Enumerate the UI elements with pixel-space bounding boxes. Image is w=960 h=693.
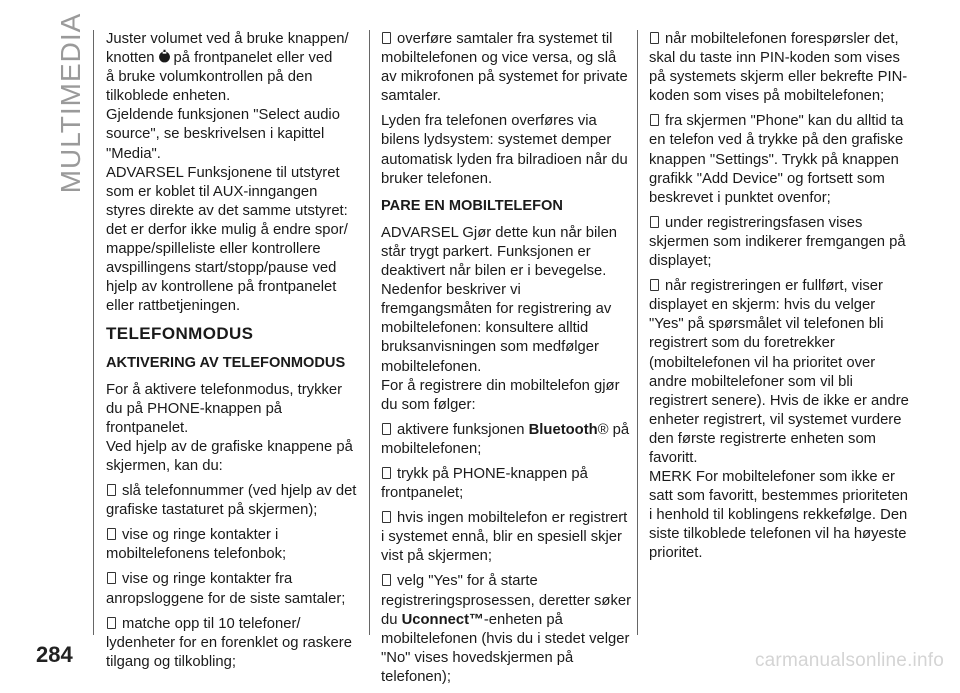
- list-item: matche opp til 10 telefoner/ lydenheter for en forenklet og raskere tilgang og tilkobling;: [106, 615, 352, 670]
- subheading-pare: PARE EN MOBILTELEFON: [381, 197, 563, 214]
- registration-intro-paragraph: Nedenfor beskriver vi fremgangsmåten for registrering av mobiltelefonen: konsultere alltid bruksanvisningen som medfølger mobiltelefonen.: [381, 282, 612, 375]
- bullet-icon: [382, 423, 391, 435]
- watermark: carmanualsonline.info: [754, 650, 944, 671]
- column-divider-left: [93, 30, 94, 635]
- bullet-icon: [650, 216, 659, 228]
- aux-warning-paragraph: ADVARSEL Funksjonene til utstyret som er koblet til AUX-inngangen styres direkte av det samme utstyret: det er derfor ikke mulig å endre spor/ mappe/spilleliste eller kontrollere avspillingens start/stopp/pause ved hjelp av kontrollene på frontpanelet eller rattbetjeningen.: [106, 164, 348, 315]
- list-item: under registreringsfasen vises skjermen som indikerer fremgangen på displayet;: [649, 214, 906, 270]
- power-knob-icon: [157, 49, 172, 64]
- text-column-1: [106, 30, 358, 678]
- list-item: hvis ingen mobiltelefon er registrert i systemet ennå, blir en spesiell skjer vist på skjermen;: [381, 510, 628, 565]
- list-item: når registreringen er fullført, viser displayet en skjerm: hvis du velger "Yes" på spørsmålet vil telefonen bli registrert som du foretrekker (mobiltelefonen vil ha prioritet over andre mobiltelefoner som vil bli registrert senere). Hvis de ikke er andre enheter registrert, vil systemet vurdere den første registrerte enheten som favoritt.: [649, 278, 909, 466]
- bullet-icon: [650, 114, 659, 126]
- list-item: vise og ringe kontakter i mobiltelefonens telefonbok;: [106, 527, 287, 563]
- graphic-buttons-paragraph: Ved hjelp av de grafiske knappene på skjermen, kan du:: [106, 438, 353, 474]
- phone-mode-paragraph: For å aktivere telefonmodus, trykker du på PHONE-knappen på frontpanelet.: [106, 381, 343, 436]
- audio-source-paragraph: Gjeldende funksjonen "Select audio source", se beskrivelsen i kapittel "Media".: [106, 107, 340, 162]
- column-divider-middle: [369, 30, 370, 635]
- bullet-icon: [650, 32, 659, 44]
- subheading-aktivering: AKTIVERING AV TELEFONMODUS: [106, 354, 346, 371]
- bullet-icon: [107, 617, 116, 629]
- bullet-icon: [107, 528, 116, 540]
- page-number: 284: [36, 642, 73, 667]
- bullet-icon: [107, 484, 116, 496]
- parking-warning-paragraph: ADVARSEL Gjør dette kun når bilen står trygt parkert. Funksjonen er deaktivert når bilen er i bevegelse.: [381, 224, 618, 280]
- bullet-icon: [107, 572, 116, 584]
- registration-steps-paragraph: For å registrere din mobiltelefon gjør du som følger:: [381, 377, 620, 413]
- list-item: når mobiltelefonen forespørsler det, skal du taste inn PIN-koden som vises på systemets skjerm eller bekrefte PIN-koden som vises på mobiltelefonen;: [649, 31, 908, 105]
- column-divider-right: [637, 30, 638, 635]
- text-column-3: [649, 30, 911, 564]
- list-item: overføre samtaler fra systemet til mobiltelefonen og vice versa, og slå av mikrofonen på systemet for private samtaler.: [381, 31, 628, 105]
- bullet-icon: [382, 511, 391, 523]
- list-item: trykk på PHONE-knappen på frontpanelet;: [381, 465, 588, 502]
- bullet-icon: [382, 32, 391, 44]
- text-column-2: [381, 30, 633, 693]
- section-heading-telefonmodus: TELEFONMODUS: [106, 324, 254, 344]
- bullet-icon: [382, 574, 391, 586]
- list-item: aktivere funksjonen Bluetooth® på mobiltelefonen;: [381, 421, 630, 457]
- volume-paragraph: Juster volumet ved å bruke knappen/ knotten på frontpanelet eller ved å bruke volumkontrollen på den tilkoblede enheten.: [106, 31, 349, 105]
- section-side-label: MULTIMEDIA: [55, 12, 86, 194]
- phone-audio-paragraph: Lyden fra telefonen overføres via bilens lydsystem: systemet demper automatisk lyden fra bilradioen når du bruker telefonen.: [381, 113, 628, 187]
- note-paragraph: MERK For mobiltelefoner som ikke er satt som favoritt, bestemmes prioriteten i henhold til koblingens rekkefølge. Den siste tilkoblede telefonen vil ha høyeste prioritet.: [649, 469, 909, 562]
- bullet-icon: [382, 467, 391, 479]
- bullet-icon: [650, 279, 659, 291]
- list-item: slå telefonnummer (ved hjelp av det grafiske tastaturet på skjermen);: [106, 483, 357, 519]
- list-item: vise og ringe kontakter fra anropsloggene for de siste samtaler;: [106, 571, 346, 607]
- list-item: velg "Yes" for å starte registreringsprosessen, deretter søker du Uconnect™-enheten på mobiltelefonen (hvis du i stedet velger "No" vises hovedskjermen på telefonen);: [381, 573, 632, 685]
- list-item: fra skjermen "Phone" kan du alltid ta en telefon ved å trykke på den grafiske knappen "Settings". Trykk på knappen grafikk "Add Device" og fortsett som beskrevet i punktet ovenfor;: [649, 113, 904, 206]
